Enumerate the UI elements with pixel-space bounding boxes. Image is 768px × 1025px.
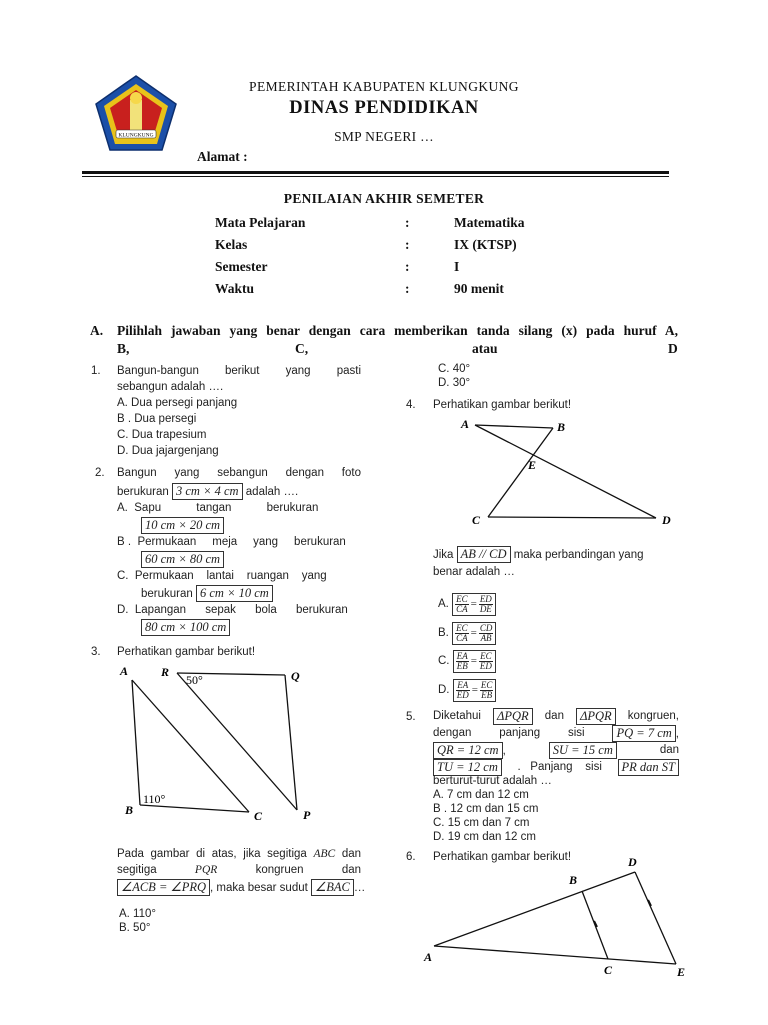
fraction-box: $\frac{EA}{ED}$ = $\frac{EC}{EB}$ <box>453 679 497 702</box>
vertex-label: P <box>303 808 311 822</box>
question-number: 2. <box>95 467 105 479</box>
math-expression: ΔPQR <box>493 708 533 725</box>
angle-label: 50° <box>186 673 203 687</box>
angle-label: 110° <box>143 792 166 806</box>
info-value: Matematika <box>454 215 525 230</box>
exam-title: PENILAIAN AKHIR SEMETER <box>283 191 485 206</box>
fraction-box: $\frac{EC}{CA}$ = $\frac{CD}{AB}$ <box>452 622 496 645</box>
vertex-label: A <box>461 417 470 431</box>
math-expression: SU = 15 cm <box>549 742 617 759</box>
figure-line <box>475 425 553 428</box>
question-text-line: dengan panjang sisi PQ = 7 cm , <box>433 726 679 740</box>
question-text-line <box>117 483 298 500</box>
figure-line <box>132 680 140 805</box>
answer-option-fraction: D. $\frac{EA}{ED}$ = $\frac{EC}{EB}$ <box>438 679 496 702</box>
vertex-label: B <box>125 803 134 817</box>
info-value: I <box>454 259 460 274</box>
vertex-label: A <box>424 950 433 964</box>
info-label: Kelas <box>215 237 248 252</box>
answer-option: D. Lapangan sepak bola berukuran <box>117 604 348 616</box>
vertex-label: D <box>662 513 671 527</box>
question-text: Perhatikan gambar berikut! <box>117 646 256 658</box>
math-expression: PR dan ST <box>618 759 679 776</box>
logo-text: KLUNGKUNG <box>118 132 154 139</box>
math-expression: 80 cm × 100 cm <box>141 619 230 636</box>
vertex-label: A <box>120 664 129 678</box>
question-text: berukuran <box>141 588 193 600</box>
figure-line <box>475 425 656 518</box>
parallel-mark <box>648 900 651 906</box>
math-expression: QR = 12 cm <box>433 742 503 759</box>
math-inline: PQR <box>194 864 218 876</box>
fraction-box: $\frac{EA}{EB}$ = $\frac{EC}{ED}$ <box>453 650 496 673</box>
figure-line <box>434 872 635 946</box>
answer-option-fraction: B. $\frac{EC}{CA}$ = $\frac{CD}{AB}$ <box>438 622 496 645</box>
info-value: 90 menit <box>454 281 504 296</box>
question-text: adalah …. <box>242 486 299 498</box>
answer-option: C. 40° <box>438 363 471 375</box>
question-number: 6. <box>406 851 416 863</box>
question-text-line: Jika AB // CD maka perbandingan yang <box>433 547 644 561</box>
question-text: Bangun-bangun berikut yang pasti <box>117 365 361 377</box>
question-number: 5. <box>406 711 416 723</box>
parallel-lines-figure <box>455 414 685 532</box>
info-separator: : <box>405 215 410 230</box>
vertex-label: Q <box>291 669 300 683</box>
info-separator: : <box>405 259 410 274</box>
vertex-label: R <box>161 665 170 679</box>
answer-math-line <box>141 551 224 568</box>
header-government: PEMERINTAH KABUPATEN KLUNGKUNG <box>249 79 519 94</box>
figure-line <box>285 675 297 810</box>
question-text-line: TU = 12 cm . Panjang sisi PR dan ST <box>433 759 679 776</box>
answer-option: A. Sapu tangan berukuran <box>117 502 319 514</box>
section-letter: A. <box>90 323 104 338</box>
answer-option-fraction: A. $\frac{EC}{CA}$ = $\frac{ED}{DE}$ <box>438 593 496 616</box>
header-school: SMP NEGERI … <box>334 129 434 144</box>
question-text: Bangun yang sebangun dengan foto <box>117 467 361 479</box>
section-word: B, <box>117 341 130 356</box>
info-label: Mata Pelajaran <box>215 215 306 230</box>
info-label: Semester <box>215 259 268 274</box>
question-text-line: QR = 12 cm , SU = 15 cm dan <box>433 742 679 759</box>
answer-math-line <box>141 619 230 636</box>
info-value: IX (KTSP) <box>454 237 517 252</box>
figure-line <box>140 805 249 812</box>
answer-option: C. 15 cm dan 7 cm <box>433 817 530 829</box>
math-expression: AB // CD <box>457 546 511 563</box>
question-text: Perhatikan gambar berikut! <box>433 851 572 863</box>
vertex-label: E <box>677 965 686 979</box>
answer-option: B. 50° <box>119 922 151 934</box>
math-expression: 6 cm × 10 cm <box>196 585 273 602</box>
answer-math-line <box>141 517 224 534</box>
figure-line <box>177 673 297 810</box>
math-expression: 60 cm × 80 cm <box>141 551 224 568</box>
parallel-mark <box>594 921 597 927</box>
header-department: DINAS PENDIDIKAN <box>289 98 479 118</box>
math-expression: ∠BAC <box>311 879 354 896</box>
vertex-label: D <box>628 855 637 869</box>
math-expression: 3 cm × 4 cm <box>172 483 243 500</box>
answer-option: A. 110° <box>119 908 156 920</box>
question-number: 3. <box>91 646 101 658</box>
math-expression: ΔPQR <box>576 708 616 725</box>
header-divider-thick <box>82 171 669 174</box>
section-instruction: Pilihlah jawaban yang benar dengan cara memberikan tanda silang (x) pada huruf A, <box>117 323 678 338</box>
math-expression: PQ = 7 cm <box>612 725 675 742</box>
answer-option: C. Permukaan lantai ruangan yang <box>117 570 327 582</box>
question-number: 4. <box>406 399 416 411</box>
answer-option: D. Dua jajargenjang <box>117 445 219 457</box>
figure-line <box>635 872 676 964</box>
answer-math-line <box>141 585 273 602</box>
math-expression: ∠ACB = ∠PRQ <box>117 879 210 896</box>
question-text: Perhatikan gambar berikut! <box>433 399 572 411</box>
figure-line <box>488 517 656 518</box>
question-number: 1. <box>91 365 101 377</box>
address-label: Alamat : <box>197 149 248 164</box>
answer-option: B . 12 cm dan 15 cm <box>433 803 539 815</box>
triangles-figure <box>110 660 330 830</box>
section-word: atau <box>472 341 498 356</box>
answer-option: A. 7 cm dan 12 cm <box>433 789 529 801</box>
vertex-label: C <box>604 963 613 977</box>
fraction-box: $\frac{EC}{CA}$ = $\frac{ED}{DE}$ <box>452 593 496 616</box>
section-word: C, <box>295 341 309 356</box>
vertex-label: B <box>557 420 566 434</box>
info-separator: : <box>405 237 410 252</box>
answer-option: B . Permukaan meja yang berukuran <box>117 536 346 548</box>
question-text: berturut-turut adalah … <box>433 775 552 787</box>
math-expression: 10 cm × 20 cm <box>141 517 224 534</box>
header-divider-thin <box>82 176 669 177</box>
question-text: sebangun adalah …. <box>117 381 224 393</box>
section-word: D <box>668 341 678 356</box>
question-text-line: Diketahui ΔPQR dan ΔPQR kongruen, <box>433 709 679 723</box>
figure-line <box>488 428 553 517</box>
figure-line <box>434 946 676 964</box>
answer-option: A. Dua persegi panjang <box>117 397 238 409</box>
question-text-line: Pada gambar di atas, jika segitiga ABC dan <box>117 848 361 860</box>
vertex-label: C <box>254 809 263 823</box>
math-expression: TU = 12 cm <box>433 759 502 776</box>
question-text-line: ∠ACB = ∠PRQ , maka besar sudut ∠BAC … <box>117 879 367 896</box>
question-text: berukuran <box>117 486 169 498</box>
vertex-label: C <box>472 513 481 527</box>
answer-option-fraction: C. $\frac{EA}{EB}$ = $\frac{EC}{ED}$ <box>438 650 496 673</box>
info-separator: : <box>405 281 410 296</box>
answer-option: D. 19 cm dan 12 cm <box>433 831 536 843</box>
info-label: Waktu <box>215 281 255 296</box>
question-text: benar adalah … <box>433 566 515 578</box>
vertex-label: B <box>569 873 578 887</box>
question-text-line: segitiga PQR kongruen dan <box>117 864 361 876</box>
answer-option: B . Dua persegi <box>117 413 197 425</box>
answer-option: D. 30° <box>438 377 471 389</box>
math-inline: ABC <box>313 848 336 860</box>
answer-option: C. Dua trapesium <box>117 429 207 441</box>
vertex-label: E <box>528 458 537 472</box>
similar-triangles-figure <box>420 850 700 1020</box>
